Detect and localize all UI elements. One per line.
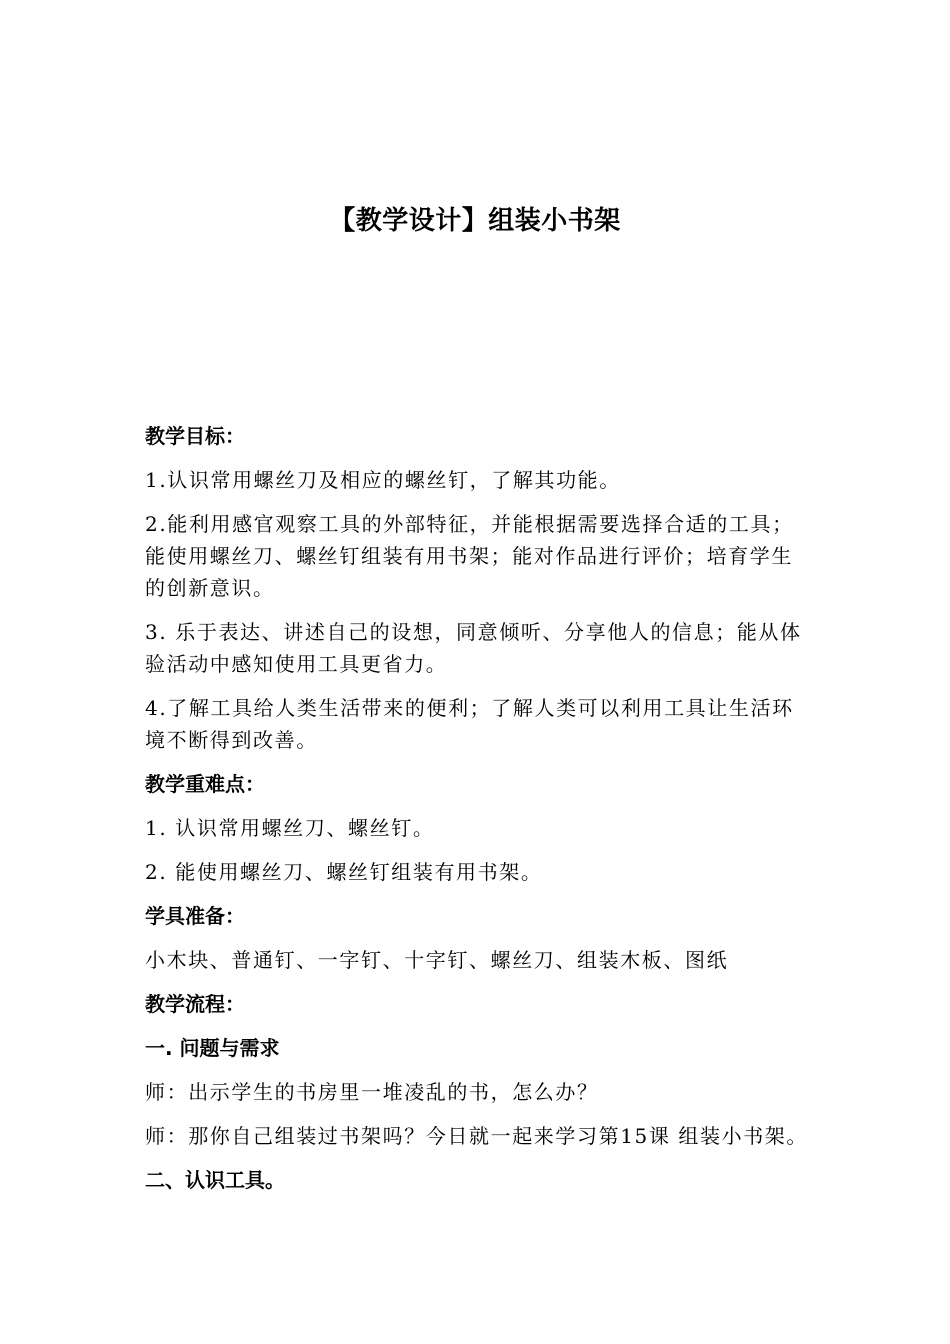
key-points-heading: 教学重难点： — [145, 772, 265, 796]
step1-line-2: 师：那你自己组装过书架吗？今日就一起来学习第15课 组装小书架。 — [145, 1124, 809, 1148]
objective-item-3: 3. 乐于表达、讲述自己的设想，同意倾听、分享他人的信息；能从体验活动中感知使用工具更省力。 — [145, 620, 802, 676]
step1-heading: 一. 问题与需求 — [145, 1036, 280, 1060]
objective-item-1: 1.认识常用螺丝刀及相应的螺丝钉，了解其功能。 — [145, 468, 621, 492]
materials-list: 小木块、普通钉、一字钉、十字钉、螺丝刀、组装木板、图纸 — [145, 948, 729, 972]
key-point-item-1: 1. 认识常用螺丝刀、螺丝钉。 — [145, 816, 435, 840]
document-body — [145, 420, 810, 1208]
step2-heading: 二、认识工具。 — [145, 1168, 285, 1192]
objectives-heading: 教学目标： — [145, 424, 245, 448]
materials-heading: 学具准备： — [145, 904, 245, 928]
document-title: 【教学设计】组装小书架 — [329, 206, 621, 236]
objective-item-4: 4.了解工具给人类生活带来的便利；了解人类可以利用工具让生活环境不断得到改善。 — [145, 696, 794, 752]
process-heading: 教学流程： — [145, 992, 245, 1016]
objective-item-2: 2.能利用感官观察工具的外部特征，并能根据需要选择合适的工具；能使用螺丝刀、螺丝钉组装有用书架；能对作品进行评价；培育学生的创新意识。 — [145, 512, 794, 600]
step1-line-1: 师：出示学生的书房里一堆凌乱的书，怎么办？ — [145, 1080, 599, 1104]
key-point-item-2: 2. 能使用螺丝刀、螺丝钉组装有用书架。 — [145, 860, 543, 884]
